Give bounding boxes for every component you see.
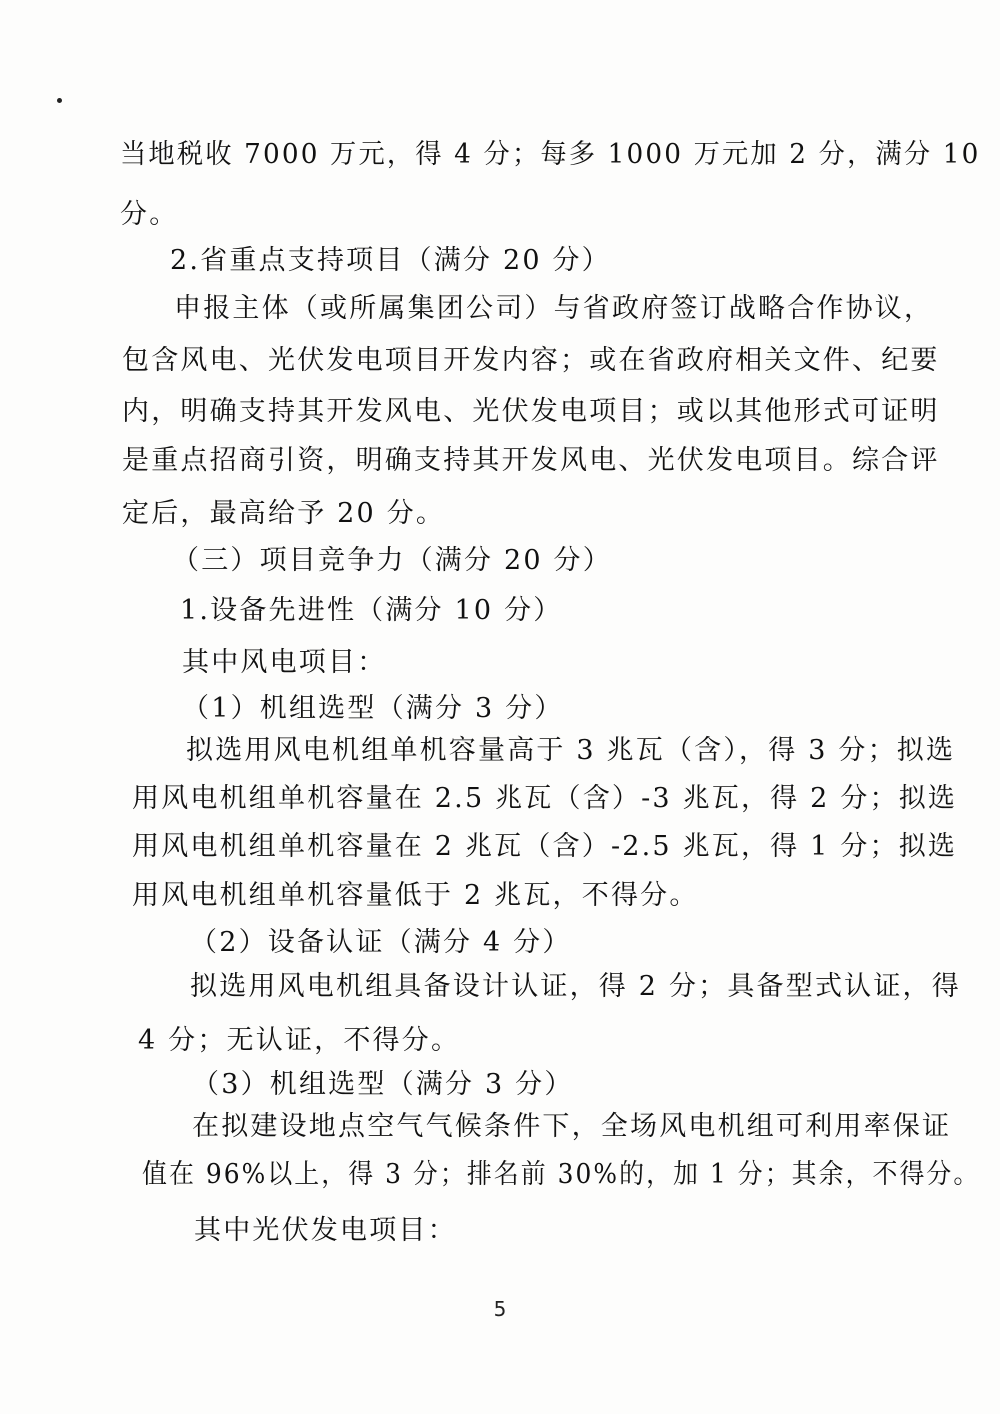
page-number: 5 — [493, 1297, 507, 1321]
text-line: 在拟建设地点空气气候条件下，全场风电机组可利用率保证 — [192, 1111, 952, 1142]
text-line: 定后，最高给予 20 分。 — [122, 498, 446, 529]
text-line: 拟选用风电机组单机容量高于 3 兆瓦（含），得 3 分；拟选 — [186, 735, 956, 766]
text-line: 拟选用风电机组具备设计认证，得 2 分；具备型式认证，得 — [190, 971, 961, 1002]
scan-mark — [57, 98, 62, 103]
section-heading: 1.设备先进性（满分 10 分） — [180, 595, 563, 626]
text-line: 4 分；无认证，不得分。 — [138, 1025, 461, 1056]
text-line: 分。 — [120, 199, 179, 230]
text-line: 值在 96%以上，得 3 分；排名前 30%的，加 1 分；其余，不得分。 — [142, 1159, 981, 1190]
text-line: 内，明确支持其开发风电、光伏发电项目；或以其他形式可证明 — [122, 396, 940, 427]
section-heading: 2.省重点支持项目（满分 20 分） — [170, 245, 611, 276]
text-line: 用风电机组单机容量在 2.5 兆瓦（含）-3 兆瓦，得 2 分；拟选 — [132, 783, 958, 814]
section-heading: （2）设备认证（满分 4 分） — [190, 927, 572, 958]
text-line: 用风电机组单机容量低于 2 兆瓦，不得分。 — [132, 880, 699, 911]
text-line: 其中光伏发电项目： — [194, 1215, 457, 1246]
text-line: 包含风电、光伏发电项目开发内容；或在省政府相关文件、纪要 — [122, 345, 940, 376]
text-line: 其中风电项目： — [182, 647, 387, 678]
section-heading: （1）机组选型（满分 3 分） — [182, 693, 564, 724]
section-heading: （3）机组选型（满分 3 分） — [192, 1069, 574, 1100]
text-line: 用风电机组单机容量在 2 兆瓦（含）-2.5 兆瓦，得 1 分；拟选 — [132, 831, 958, 862]
text-line: 是重点招商引资，明确支持其开发风电、光伏发电项目。综合评 — [122, 445, 940, 476]
text-line: 申报主体（或所属集团公司）与省政府签订战略合作协议， — [174, 293, 934, 324]
section-heading: （三）项目竞争力（满分 20 分） — [172, 545, 612, 576]
text-line: 当地税收 7000 万元，得 4 分；每多 1000 万元加 2 分，满分 10 — [120, 139, 981, 170]
